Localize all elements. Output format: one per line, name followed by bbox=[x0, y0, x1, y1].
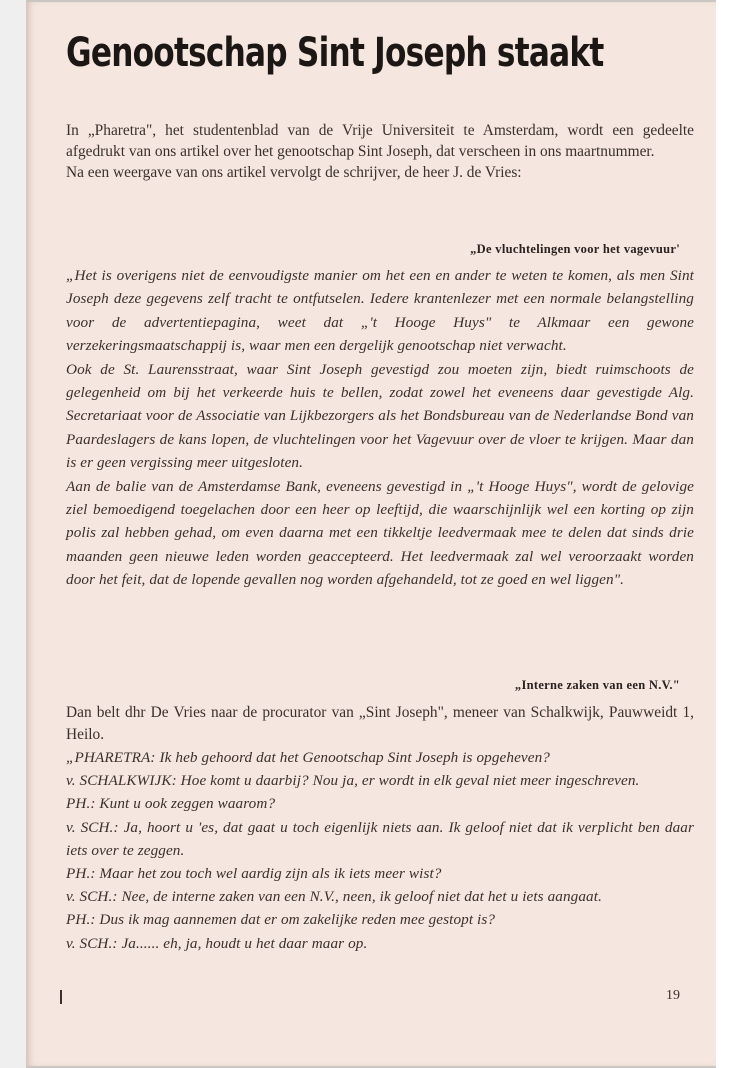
dialogue-line-4: v. SCH.: Ja, hoort u 'es, dat gaat u toch eigenlijk niets aan. Ik geloof niet dat ik verplicht ben daar iets over te zeggen. bbox=[66, 818, 694, 859]
quote-paragraph-3: Aan de balie van de Amsterdamse Bank, eveneens gevestigd in „'t Hooge Huys", wordt de gelovige ziel bemoedigend toegelachen door een heer op leeftijd, die waarschijnlijk wel een korting op zijn polis zal hebben gehad, om even daarna met een tikkeltje leedvermaak mee te delen dat sinds drie maanden geen nieuwe leden worden geaccepteerd. Het leedvermaak zal wel veroorzaakt worden door het feit, dat de lopende gevallen nog worden afgehandeld, tot ze goed en wel liggen". bbox=[66, 477, 694, 589]
bridge-text: Dan belt dhr De Vries naar de procurator van „Sint Joseph", meneer van Schalkwijk, Pauwweidt 1, Heilo. bbox=[66, 704, 694, 743]
bridge-paragraph bbox=[66, 702, 694, 746]
scan-right-margin bbox=[716, 0, 738, 1068]
dialogue-line-8: v. SCH.: Ja...... eh, ja, houdt u het daar maar op. bbox=[66, 934, 368, 952]
subheading-vluchtelingen: „De vluchtelingen voor het vagevuur' bbox=[470, 242, 680, 256]
intro-paragraph-1: In „Pharetra", het studentenblad van de Vrije Universiteit te Amsterdam, wordt een gedeelte afgedrukt van ons artikel over het genootschap Sint Joseph, dat verscheen in ons maartnummer. bbox=[66, 122, 694, 160]
magazine-page bbox=[26, 2, 716, 1066]
dialogue-line-5: PH.: Maar het zou toch wel aardig zijn als ik iets meer wist? bbox=[66, 865, 442, 883]
margin-mark bbox=[60, 990, 62, 1004]
intro-paragraph-2: Na een weergave van ons artikel vervolgt de schrijver, de heer J. de Vries: bbox=[66, 164, 522, 181]
quote-block bbox=[66, 264, 694, 592]
dialogue-line-7: PH.: Dus ik mag aannemen dat er om zakelijke reden mee gestopt is? bbox=[66, 911, 496, 929]
article-title: Genootschap Sint Joseph staakt bbox=[66, 30, 604, 76]
dialogue-line-3: PH.: Kunt u ook zeggen waarom? bbox=[66, 795, 276, 813]
intro-block bbox=[66, 120, 694, 183]
scan-left-margin bbox=[0, 0, 26, 1068]
quote-paragraph-2: Ook de St. Laurensstraat, waar Sint Joseph gevestigd zou moeten zijn, biedt ruimschoots de gelegenheid om bij het verkeerde huis te bellen, zodat zowel het eveneens daar gevestigde Alg. Secretariaat voor de Associatie van Lijkbezorgers als het Bondsbureau van de Nederlandse Bond van Paardeslagers de kans lopen, de vluchtelingen voor het Vagevuur over de vloer te krijgen. Maar dan is er geen vergissing meer uitgesloten. bbox=[66, 360, 694, 472]
dialogue-line-2: v. SCHALKWIJK: Hoe komt u daarbij? Nou ja, er wordt in elk geval niet meer ingeschreven. bbox=[66, 772, 640, 790]
page-number: 19 bbox=[666, 988, 680, 1003]
dialogue-line-1: „PHARETRA: Ik heb gehoord dat het Genootschap Sint Joseph is opgeheven? bbox=[66, 749, 550, 766]
subheading-interne-zaken: „Interne zaken van een N.V." bbox=[514, 678, 680, 692]
dialogue-block bbox=[66, 746, 694, 955]
quote-paragraph-1: „Het is overigens niet de eenvoudigste manier om het een en ander te weten te komen, als men Sint Joseph deze gegevens zelf tracht te ontfutselen. Iedere krantenlezer met een normale belangstelling voor de advertentiepagina, weet dat „'t Hooge Huys" te Alkmaar een gewone verzekeringsmaatschappij is, waar men een dergelijk genootschap niet verwacht. bbox=[66, 267, 694, 355]
dialogue-line-6: v. SCH.: Nee, de interne zaken van een N.V., neen, ik geloof niet dat het u iets aangaat. bbox=[66, 888, 602, 906]
